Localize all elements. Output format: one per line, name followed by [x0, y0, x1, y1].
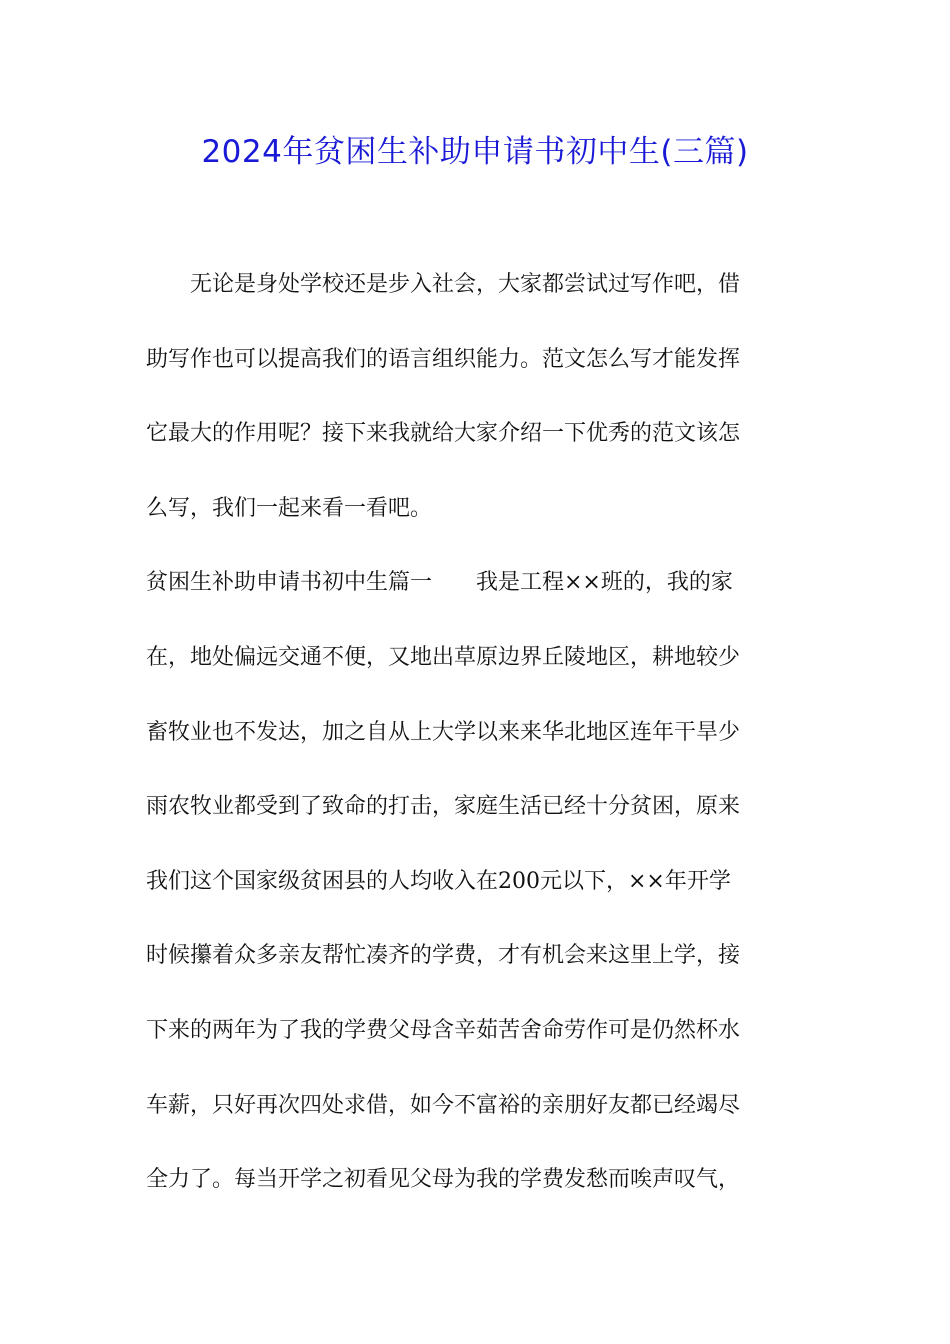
- line-text: 雨农牧业都受到了致命的打击，家庭生活已经十分贫困，原来: [146, 794, 741, 820]
- document-body: [146, 258, 806, 1228]
- line-text: 畜牧业也不发达，加之自从上大学以来来华北地区连年干旱少: [146, 719, 741, 745]
- line-text: 在，地处偏远交通不便，又地出草原边界丘陵地区，耕地较少: [146, 644, 741, 670]
- paragraph-line: [146, 929, 806, 1004]
- line-text: 助写作也可以提高我们的语言组织能力。范文怎么写才能发挥: [146, 346, 741, 372]
- paragraph-line: [146, 706, 806, 781]
- paragraph-line: [146, 407, 806, 482]
- line-text: 么写，我们一起来看一看吧。: [146, 495, 433, 521]
- paragraph-line: [146, 1153, 806, 1228]
- paragraph-line: [146, 631, 806, 706]
- line-text: 下来的两年为了我的学费父母含辛茹苦舍命劳作可是仍然杯水: [146, 1017, 741, 1043]
- line-text: 时候攥着众多亲友帮忙凑齐的学费，才有机会来这里上学，接: [146, 943, 741, 969]
- line-text: 它最大的作用呢？接下来我就给大家介绍一下优秀的范文该怎: [146, 421, 741, 447]
- paragraph-line: [146, 333, 806, 408]
- line-text: 贫困生补助申请书初中生篇一 我是工程××班的，我的家: [146, 570, 733, 596]
- paragraph-line: [146, 780, 806, 855]
- section-heading-line: [146, 556, 806, 631]
- paragraph-line: [146, 1004, 806, 1079]
- line-text: 全力了。每当开学之初看见父母为我的学费发愁而唉声叹气，: [146, 1167, 741, 1193]
- line-text: 无论是身处学校还是步入社会，大家都尝试过写作吧，借: [146, 272, 741, 297]
- paragraph-line: [146, 258, 806, 333]
- paragraph-line: [146, 1079, 806, 1154]
- line-text: 车薪，只好再次四处求借，如今不富裕的亲朋好友都已经竭尽: [146, 1092, 741, 1118]
- line-text: 我们这个国家级贫困县的人均收入在200元以下，××年开学: [146, 868, 731, 894]
- paragraph-line: [146, 855, 806, 930]
- document-title: 2024年贫困生补助申请书初中生(三篇): [201, 134, 749, 170]
- paragraph-line: [146, 482, 806, 557]
